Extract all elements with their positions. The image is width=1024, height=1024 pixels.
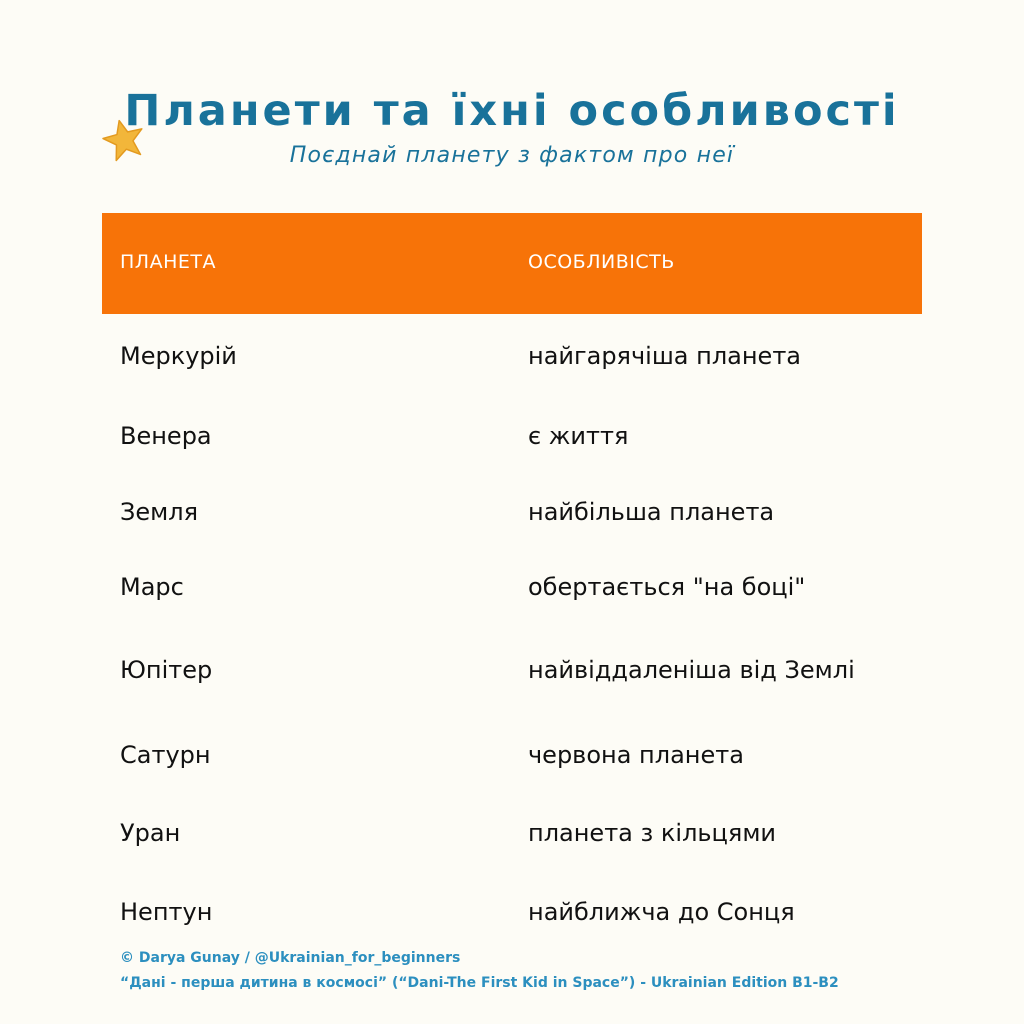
planet-cell: Земля — [120, 498, 199, 526]
feature-cell: найгарячіша планета — [528, 342, 802, 370]
copyright-text: © Darya Gunay / @Ukrainian_for_beginners — [120, 950, 461, 966]
book-credit-text: “Дані - перша дитина в космосі” (“Dani-The First Kid in Space”) - Ukrainian Edition B1-B2 — [120, 975, 839, 991]
planet-cell: Нептун — [120, 898, 213, 926]
column-header-feature: ОСОБЛИВІСТЬ — [528, 251, 675, 273]
feature-cell: найбільша планета — [528, 498, 775, 526]
feature-cell: планета з кільцями — [528, 819, 777, 847]
page-title: Планети та їхні особливості — [124, 86, 900, 136]
planet-cell: Юпітер — [120, 656, 213, 684]
feature-cell: найближча до Сонця — [528, 898, 795, 926]
page-subtitle: Поєднай планету з фактом про неї — [289, 143, 735, 168]
feature-cell: обертається "на боці" — [528, 573, 806, 601]
planet-cell: Марс — [120, 573, 184, 601]
planet-cell: Сатурн — [120, 741, 211, 769]
feature-cell: є життя — [528, 422, 629, 450]
table-header — [102, 213, 922, 314]
column-header-planet: ПЛАНЕТА — [120, 251, 216, 273]
planet-cell: Венера — [120, 422, 212, 450]
feature-cell: найвіддаленіша від Землі — [528, 656, 855, 684]
planet-cell: Уран — [120, 819, 181, 847]
planet-cell: Меркурій — [120, 342, 237, 370]
feature-cell: червона планета — [528, 741, 744, 769]
